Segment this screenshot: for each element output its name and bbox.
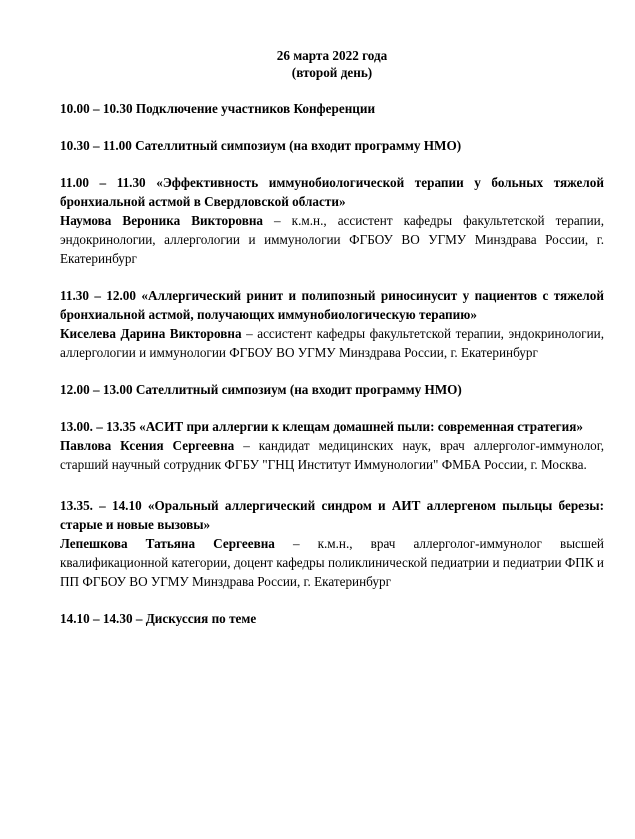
speaker-details: – кандидат медицинских наук, врач аллерголог-иммунолог, старший научный сотрудник ФГБУ "ГНЦ Институт Иммунологии" ФМБА России, г. Москва. (60, 438, 604, 472)
speaker-details: – к.м.н., врач аллерголог-иммунолог высшей квалификационной категории, доцент кафедры поликлинической педиатрии и педиатрии ФПК и ПП ФГБОУ ВО УГМУ Минздрава России, г. Екатеринбург (60, 536, 604, 589)
session-title: 12.00 – 13.00 Сателлитный симпозиум (на входит программу НМО) (60, 382, 462, 397)
speaker-details: – к.м.н., ассистент кафедры факультетской терапии, эндокринологии, аллергологии и иммунологии ФГБОУ ВО УГМУ Минздрава России, г. Екатеринбург (60, 213, 604, 266)
session-title: 13.35. – 14.10 «Оральный аллергический синдром и АИТ аллергеном пыльцы березы: старые и новые вызовы» (60, 498, 604, 532)
speaker-name: Киселева Дарина Викторовна (60, 326, 242, 341)
schedule-item-1 (60, 99, 604, 118)
speaker-info (60, 436, 604, 474)
schedule-item-6 (60, 417, 604, 474)
schedule-item-8 (60, 609, 604, 628)
session-title: 11.30 – 12.00 «Аллергический ринит и полипозный риносинусит у пациентов с тяжелой бронхиальной астмой, получающих иммунобиологическую терапию» (60, 288, 604, 322)
session-title: 10.00 – 10.30 Подключение участников Конференции (60, 101, 376, 116)
session-title: 10.30 – 11.00 Сателлитный симпозиум (на входит программу НМО) (60, 138, 462, 153)
schedule-item-7 (60, 496, 604, 591)
date-heading: 26 марта 2022 года (276, 48, 388, 63)
schedule-item-3 (60, 173, 604, 268)
day-subheading: (второй день) (291, 65, 373, 80)
speaker-name: Павлова Ксения Сергеевна (60, 438, 235, 453)
day-heading (60, 47, 604, 81)
schedule-item-2 (60, 136, 604, 155)
schedule-item-4 (60, 286, 604, 362)
speaker-info (60, 534, 604, 591)
speaker-info (60, 324, 604, 362)
speaker-name: Лепешкова Татьяна Сергеевна (60, 536, 275, 551)
session-title: 11.00 – 11.30 «Эффективность иммунобиологической терапии у больных тяжелой бронхиальной астмой в Свердловской области» (60, 175, 604, 209)
speaker-details: – ассистент кафедры факультетской терапии, эндокринологии, аллергологии и иммунологии ФГБОУ ВО УГМУ Минздрава России, г. Екатеринбург (60, 326, 604, 360)
session-title: 14.10 – 14.30 – Дискуссия по теме (60, 611, 257, 626)
speaker-name: Наумова Вероника Викторовна (60, 213, 264, 228)
speaker-info (60, 211, 604, 268)
session-title: 13.00. – 13.35 «АСИТ при аллергии к клещам домашней пыли: современная стратегия» (60, 419, 583, 434)
schedule-item-5 (60, 380, 604, 399)
